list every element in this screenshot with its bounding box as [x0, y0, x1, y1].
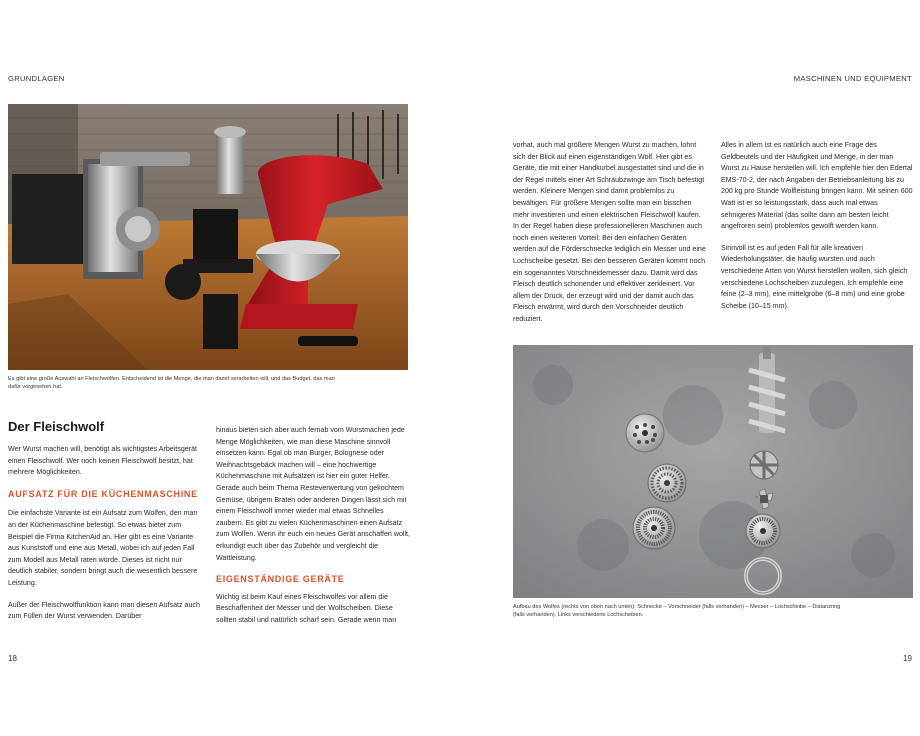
- right-page-number: 19: [903, 654, 912, 663]
- intro-paragraph: Wer Wurst machen will, benötigt als wichtigstes Arbeitsgerät einen Fleischwolf. Wer noch keinen Fleischwolf besitzt, hat mehrere Möglichkeiten.: [8, 445, 197, 477]
- section-title: Der Fleischwolf: [8, 419, 105, 434]
- grinder-parts-photo: [513, 345, 913, 598]
- pre-cutter: [750, 451, 778, 479]
- paragraph-perforated-discs: Sinnvoll ist es auf jeden Fall für alle kreativen Wiederholungstäter, die häufig wursten und auch verschiedene Arten von Wurst herstellen wollen, sich gleich verschiedene Lochscheiben zuzulegen. Ich empfehle eine feine (2–3 mm), eine mittelgrobe (6–8 mm) und eine grobe Scheibe (10–15 mm).: [721, 243, 908, 310]
- paragraph-buying: Wichtig ist beim Kauf eines Fleischwolfes vor allem die Beschaffenheit der Messer und der Wolfscheiben. Diese sollten stabil und natürlich scharf sein. Gerade wenn man: [216, 592, 397, 624]
- coarse-disc: [633, 507, 675, 549]
- kitchen-photo: [8, 104, 408, 370]
- right-page-header: MASCHINEN UND EQUIPMENT: [793, 74, 912, 83]
- cutting-disc: [746, 514, 780, 548]
- left-column-1: [8, 444, 203, 633]
- right-photo-caption: Aufbau des Wolfes (rechts von oben nach unten): Schnecke – Vorschneider (falls vorhanden) – Messer – Lochscheibe – Distanzring (falls vorhanden). Links verschiedene Lochscheiben.: [513, 604, 841, 618]
- paragraph-recommendation: Alles in allem ist es natürlich auch eine Frage des Geldbeutels und der Häufigkeit und Menge, in der man Wurst zu Hause herstellen will. Ich empfehle hier den Edertal EMS-70-2, der nach Angaben der Betriebsanleitung bis zu 200 kg pro Stunde Wolfleistung bringen kann. Mit seinen 600 Watt ist er so leistungsstark, dass auch mal etwas sehnigeres Material (das sollte dann am besten leicht angefroren sein) problemlos gewolft werden kann.: [721, 141, 913, 231]
- paragraph-possibilities: hinaus bieten sich aber auch fernab vom Wurstmachen jede Menge Möglichkeiten, wie man diese Maschine sinnvoll einsetzen kann. Egal ob man Burger, Bolognese oder Weihnachtsgebäck machen will – eine hochwertige Küchenmaschine mit Aufsätzen ist hier ein guter Helfer. Gerade auch beim Thema Resteverwertung von gekochtem Gemüse, übrigem Braten oder anderen Dingen lässt sich mit einem Fleischwolf immer wieder mal etwas Schnelles zaubern. Es gibt zu vielen Küchenmaschinen einen Aufsatz zum Wolfen. Wenn ihr euch ein neues Gerät anschaffen wollt, erkundigt euch über das Zubehör und vergleicht die Wattleistung.: [216, 426, 411, 562]
- meat-grinder-photo: [8, 104, 408, 370]
- subheading-kitchen-attachment: AUFSATZ FÜR DIE KÜCHENMASCHINE: [8, 488, 198, 499]
- subheading-standalone-devices: EIGENSTÄNDIGE GERÄTE: [216, 574, 345, 585]
- left-page-header: GRUNDLAGEN: [8, 74, 65, 83]
- medium-disc: [648, 464, 686, 502]
- fine-disc: [626, 414, 664, 452]
- paragraph-standalone-grinder: vorhat, auch mal größere Mengen Wurst zu machen, lohnt sich der Blick auf einen eigenständigen Wolf. Hier gibt es Geräte, die mit einer Handkurbel ausgestattet sind und die in der Regel mittels einer Art Schraubzwinge am Tisch befestigt werden. Kleinere Mengen sind damit problemlos zu bewältigen. Für größere Mengen sollte man ein bisschen mehr investieren und einen elektrischen Fleischwolf kaufen. In der Regel haben diese professionelleren Maschinen auch noch einen weiteren Vorteil: Bei den einfachen Geräten werden auf die Förderschnecke lediglich ein Messer und eine Lochscheibe gesetzt. Bei den besseren Geräten kommt noch ein sogenanntes Vorschneidemesser dazu. Damit wird das Fleisch deutlich schonender und effektiver zerkleinert. Vor allem der Druck, der erzeugt wird und der damit auch das Fleisch erwärmt, wird durch den Vorschneider deutlich reduziert.: [513, 141, 706, 323]
- right-column-2: [721, 140, 913, 322]
- right-column-1: [513, 140, 707, 336]
- left-column-2: [216, 425, 412, 637]
- left-photo-caption: Es gibt eine große Auswahl an Fleischwölfen. Entscheidend ist die Menge, die man damit verarbeiten will, und das Budget, das man dafür vorgesehen hat.: [8, 376, 335, 390]
- paragraph-attachment: Die einfachste Variante ist ein Aufsatz zum Wolfen, den man an der Küchenmaschine befestigt. So etwas bietet zum Beispiel die Firma KitchenAid an. Hier gibt es eine Variante aus Kunststoff und eine aus Metall, wobei ich auf jeden Fall zum Modell aus Metall raten würde. Dieses ist nicht nur deutlich stabiler, sondern bringt auch die wesentlich bessere Leistung.: [8, 509, 198, 587]
- grinder-parts-image: [513, 345, 913, 598]
- paragraph-filling: Außer der Fleischwolffunktion kann man diesen Aufsatz auch zum Füllen der Wurst verwenden. Darüber: [8, 600, 200, 621]
- left-page-number: 18: [8, 654, 17, 663]
